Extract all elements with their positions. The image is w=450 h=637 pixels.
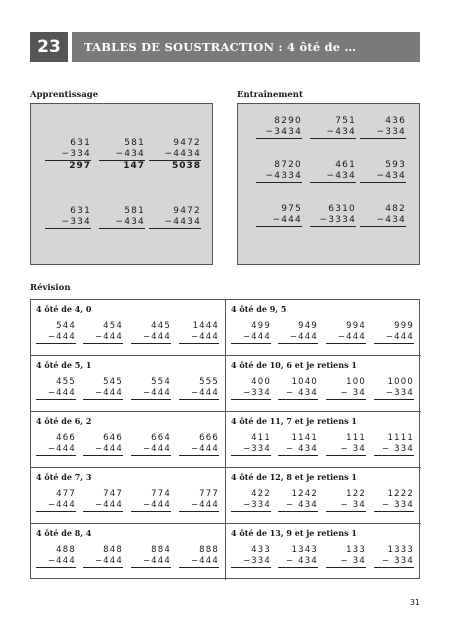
entrainement-op: 8720 −4334 <box>256 160 302 183</box>
revision-op: 1111 − 334 <box>374 433 414 456</box>
revision-op: 888 −444 <box>179 545 219 568</box>
apprentissage-op: 581 −434 <box>99 206 145 229</box>
revision-op: 433 −334 <box>231 545 271 568</box>
revision-op: 994 −444 <box>326 321 366 344</box>
revision-op: 646 −444 <box>83 433 123 456</box>
chapter-header <box>30 32 420 62</box>
revision-op: 1343 − 434 <box>278 545 318 568</box>
revision-cell-title: 4 ôté de 10, 6 et je retiens 1 <box>231 360 357 370</box>
revision-cell-title: 4 ôté de 4, 0 <box>36 304 92 314</box>
revision-cell-title: 4 ôté de 5, 1 <box>36 360 92 370</box>
revision-cell <box>226 468 421 524</box>
revision-op: 544 −444 <box>36 321 76 344</box>
revision-grid <box>30 299 420 579</box>
revision-op: 1000 −334 <box>374 377 414 400</box>
revision-cell-title: 4 ôté de 12, 8 et je retiens 1 <box>231 472 357 482</box>
revision-op: 422 −334 <box>231 489 271 512</box>
entrainement-op: 461 −434 <box>310 160 356 183</box>
revision-op: 122 − 34 <box>326 489 366 512</box>
entrainement-op: 482 −434 <box>360 204 406 227</box>
revision-op: 949 −444 <box>278 321 318 344</box>
entrainement-op: 8290 −3434 <box>256 116 302 139</box>
revision-cell <box>226 524 421 580</box>
revision-op: 1444 −444 <box>179 321 219 344</box>
revision-op: 1242 − 434 <box>278 489 318 512</box>
revision-op: 554 −444 <box>131 377 171 400</box>
revision-op: 488 −444 <box>36 545 76 568</box>
chapter-title: TABLES DE SOUSTRACTION : 4 ôté de … <box>72 32 420 62</box>
revision-op: 999 −444 <box>374 321 414 344</box>
revision-cell <box>226 356 421 412</box>
apprentissage-op: 9472 −4434 <box>149 206 201 229</box>
revision-op: 454 −444 <box>83 321 123 344</box>
entrainement-op: 593 −434 <box>360 160 406 183</box>
entrainement-op: 6310 −3334 <box>310 204 356 227</box>
entrainement-op: 975 −444 <box>256 204 302 227</box>
entrainement-panel <box>237 103 420 265</box>
revision-cell <box>226 300 421 356</box>
revision-op: 1333 − 334 <box>374 545 414 568</box>
apprentissage-label: Apprentissage <box>30 90 99 100</box>
revision-cell-title: 4 ôté de 7, 3 <box>36 472 92 482</box>
revision-op: 445 −444 <box>131 321 171 344</box>
revision-cell <box>226 412 421 468</box>
apprentissage-panel <box>30 103 213 265</box>
revision-op: 555 −444 <box>179 377 219 400</box>
revision-op: 1040 − 434 <box>278 377 318 400</box>
revision-op: 499 −444 <box>231 321 271 344</box>
apprentissage-op: 631 −334 297 <box>45 138 91 172</box>
revision-cell-title: 4 ôté de 11, 7 et je retiens 1 <box>231 416 357 426</box>
apprentissage-op: 631 −334 <box>45 206 91 229</box>
apprentissage-op: 581 −434 147 <box>99 138 145 172</box>
revision-op: 664 −444 <box>131 433 171 456</box>
revision-op: 100 − 34 <box>326 377 366 400</box>
entrainement-op: 436 −334 <box>360 116 406 139</box>
revision-op: 411 −334 <box>231 433 271 456</box>
revision-op: 400 −334 <box>231 377 271 400</box>
revision-cell <box>31 356 226 412</box>
revision-cell <box>31 300 226 356</box>
page-number: 31 <box>409 598 420 607</box>
entrainement-op: 751 −434 <box>310 116 356 139</box>
revision-op: 1141 − 434 <box>278 433 318 456</box>
revision-op: 111 − 34 <box>326 433 366 456</box>
revision-cell <box>31 468 226 524</box>
revision-op: 455 −444 <box>36 377 76 400</box>
apprentissage-op: 9472 −4434 5038 <box>149 138 201 172</box>
entrainement-label: Entraînement <box>237 90 303 100</box>
revision-cell-title: 4 ôté de 13, 9 et je retiens 1 <box>231 528 357 538</box>
revision-op: 133 − 34 <box>326 545 366 568</box>
revision-op: 477 −444 <box>36 489 76 512</box>
revision-op: 466 −444 <box>36 433 76 456</box>
revision-cell-title: 4 ôté de 6, 2 <box>36 416 92 426</box>
revision-op: 848 −444 <box>83 545 123 568</box>
revision-cell <box>31 524 226 580</box>
revision-label: Révision <box>30 283 71 293</box>
revision-op: 747 −444 <box>83 489 123 512</box>
revision-op: 545 −444 <box>83 377 123 400</box>
revision-op: 1222 − 334 <box>374 489 414 512</box>
revision-op: 666 −444 <box>179 433 219 456</box>
revision-op: 774 −444 <box>131 489 171 512</box>
revision-cell <box>31 412 226 468</box>
revision-op: 777 −444 <box>179 489 219 512</box>
chapter-number: 23 <box>30 32 68 62</box>
revision-cell-title: 4 ôté de 9, 5 <box>231 304 287 314</box>
revision-op: 884 −444 <box>131 545 171 568</box>
revision-cell-title: 4 ôté de 8, 4 <box>36 528 92 538</box>
